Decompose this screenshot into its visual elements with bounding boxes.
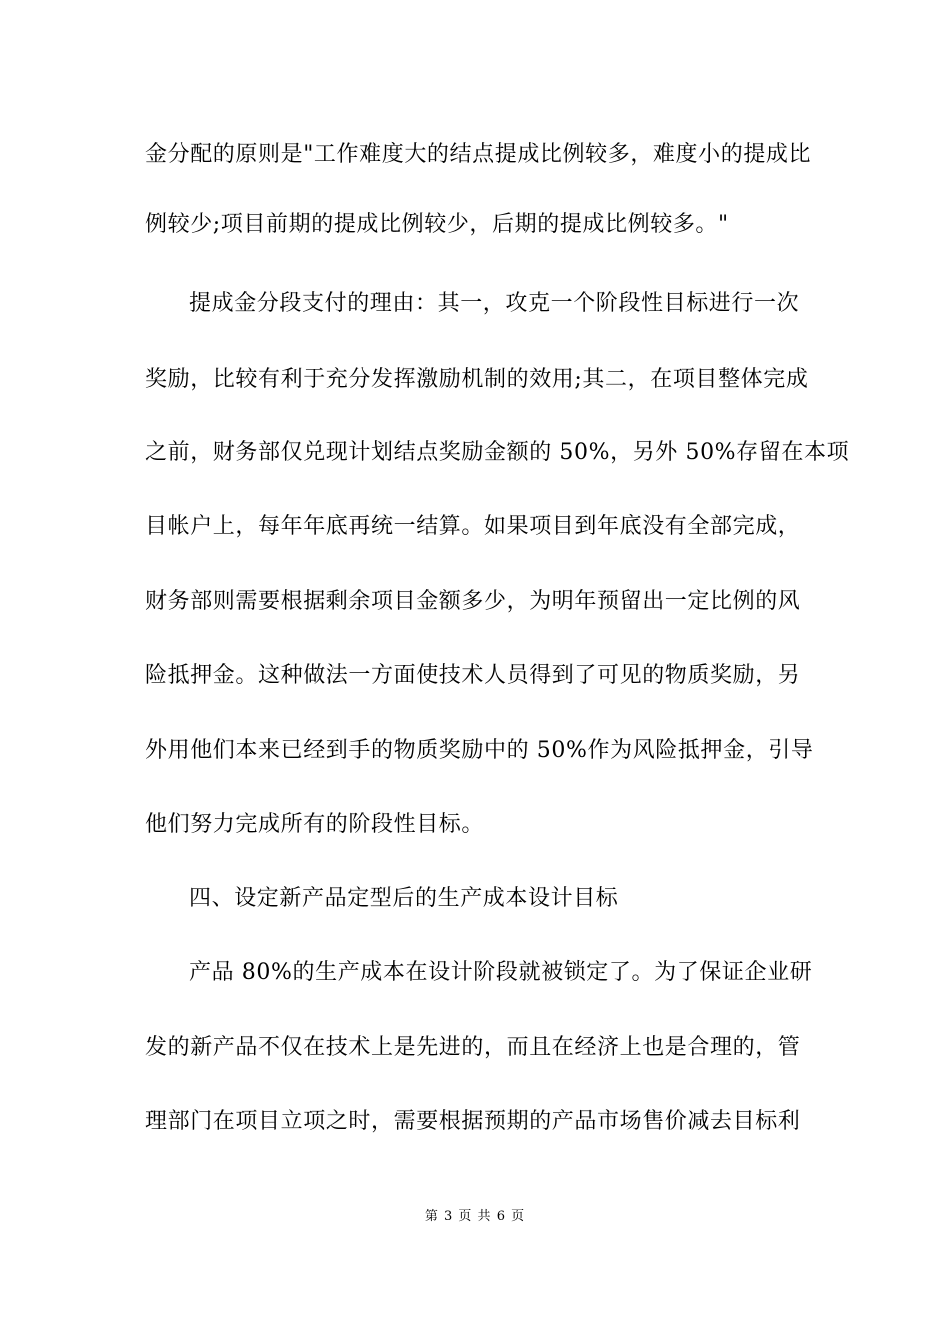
paragraph-line-4: 奖励，比较有利于充分发挥激励机制的效用;其二，在项目整体完成 bbox=[145, 367, 809, 392]
page-number-footer: 第 3 页 共 6 页 bbox=[424, 1209, 526, 1224]
paragraph-line-10: 他们努力完成所有的阶段性目标。 bbox=[145, 812, 485, 837]
paragraph-line-2: 例较少;项目前期的提成比例较少，后期的提成比例较多。" bbox=[145, 212, 729, 237]
paragraph-line-5: 之前，财务部仅兑现计划结点奖励金额的 50%，另外 50%存留在本项 bbox=[145, 440, 850, 465]
paragraph-line-1: 金分配的原则是"工作难度大的结点提成比例较多，难度小的提成比 bbox=[145, 142, 812, 167]
paragraph-line-14: 理部门在项目立项之时，需要根据预期的产品市场售价减去目标利 bbox=[145, 1109, 801, 1134]
section-heading: 四、设定新产品定型后的生产成本设计目标 bbox=[189, 886, 619, 911]
paragraph-line-12: 产品 80%的生产成本在设计阶段就被锁定了。为了保证企业研 bbox=[189, 960, 813, 985]
paragraph-line-13: 发的新产品不仅在技术上是先进的，而且在经济上也是合理的，管 bbox=[145, 1035, 801, 1060]
paragraph-line-3: 提成金分段支付的理由：其一，攻克一个阶段性目标进行一次 bbox=[189, 291, 800, 316]
paragraph-line-9: 外用他们本来已经到手的物质奖励中的 50%作为风险抵押金，引导 bbox=[145, 738, 814, 763]
paragraph-line-6: 目帐户上，每年年底再统一结算。如果项目到年底没有全部完成， bbox=[145, 514, 801, 539]
paragraph-line-8: 险抵押金。这种做法一方面使技术人员得到了可见的物质奖励，另 bbox=[145, 663, 801, 688]
paragraph-line-7: 财务部则需要根据剩余项目金额多少，为明年预留出一定比例的风 bbox=[145, 589, 801, 614]
